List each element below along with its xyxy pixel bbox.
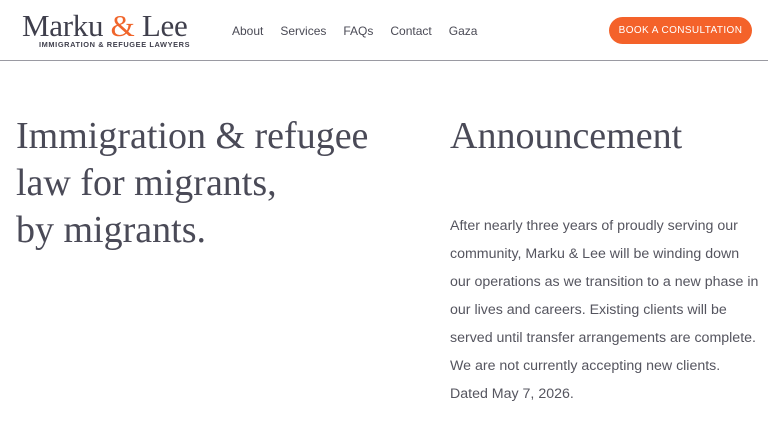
site-header xyxy=(0,0,768,61)
nav-contact[interactable]: Contact xyxy=(390,24,432,38)
hero-title-line3: by migrants. xyxy=(16,209,206,251)
logo[interactable] xyxy=(22,9,202,53)
nav-faqs[interactable]: FAQs xyxy=(343,24,374,38)
hero-title xyxy=(16,113,416,254)
nav-gaza[interactable]: Gaza xyxy=(448,24,478,38)
hero-title-line2: law for migrants, xyxy=(16,162,277,204)
book-consultation-button[interactable]: BOOK A CONSULTATION xyxy=(609,17,752,44)
logo-wordmark xyxy=(22,9,187,43)
logo-tagline: IMMIGRATION & REFUGEE LAWYERS xyxy=(39,40,191,49)
logo-name-second: Lee xyxy=(134,8,188,43)
nav-about[interactable]: About xyxy=(232,24,264,38)
logo-ampersand: & xyxy=(110,8,135,43)
nav-services[interactable]: Services xyxy=(280,24,327,38)
main-nav xyxy=(232,23,494,39)
logo-name-first: Marku xyxy=(22,8,111,43)
announcement-body: After nearly three years of proudly serving our community, Marku & Lee will be winding down our operations as we transition to a new phase in our lives and careers. Existing clients will be served until transfer arrangements are complete. We are not currently accepting new clients. Dated May 7, 2026. xyxy=(450,218,759,402)
hero-title-line1: Immigration & refugee xyxy=(16,115,369,157)
announcement-title: Announcement xyxy=(450,115,683,157)
